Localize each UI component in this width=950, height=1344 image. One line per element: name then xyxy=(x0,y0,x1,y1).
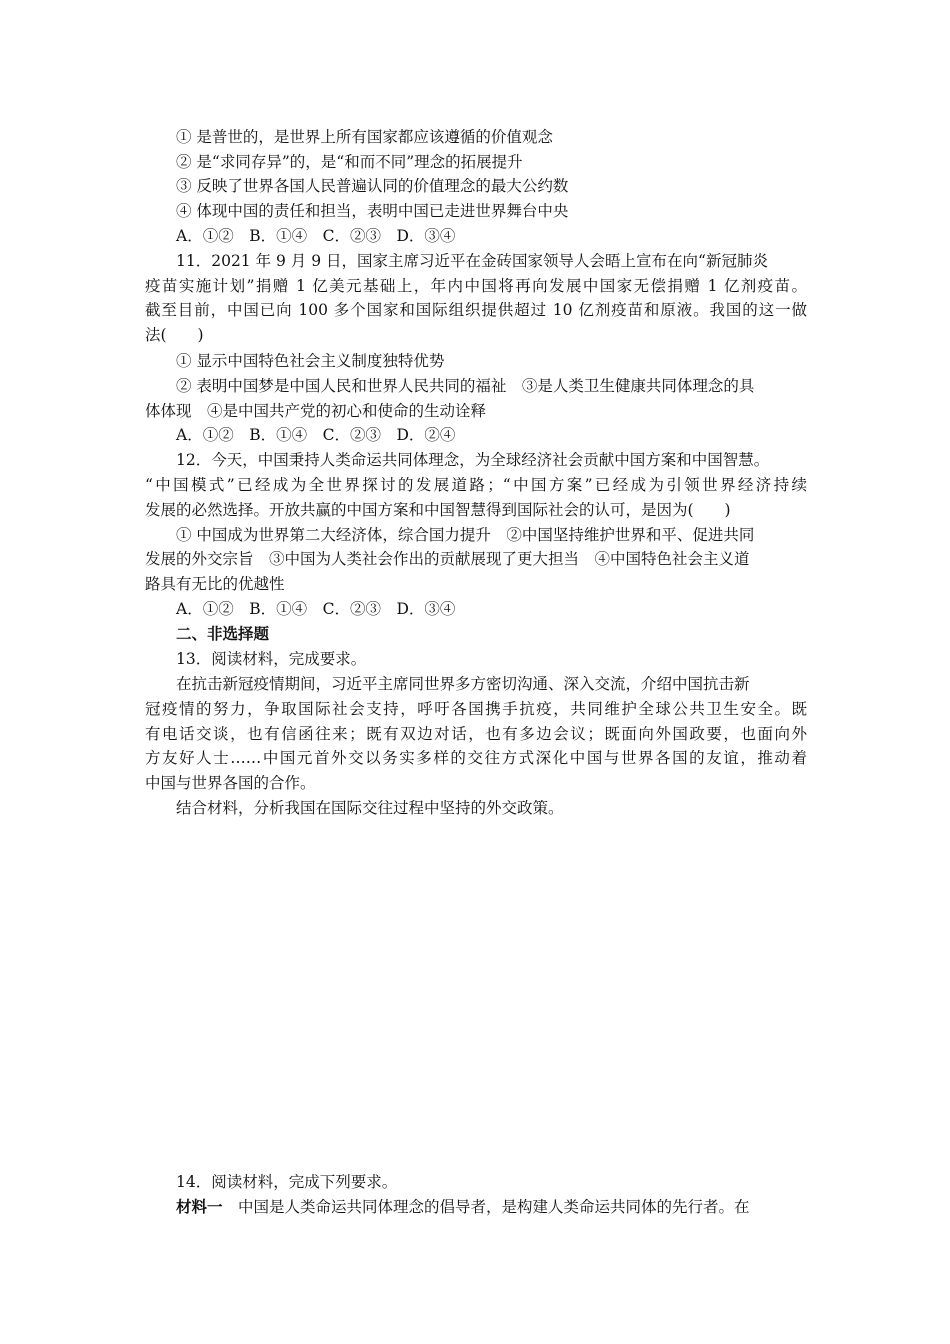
q11-answer-choices: A．①② B．①④ C．②③ D．②④ xyxy=(176,426,456,444)
q12-answer-choices: A．①② B．①④ C．②③ D．③④ xyxy=(176,600,456,618)
q13-material-line-2: 冠疫情的努力，争取国际社会支持，呼吁各国携手抗疫，共同维护全球公共卫生安全。既 xyxy=(145,700,807,718)
q13-material-line-5: 中国与世界各国的合作。 xyxy=(145,774,316,792)
q11-stem-line-1: 11．2021 年 9 月 9 日，国家主席习近平在金砖国家领导人会晤上宣布在向“新冠肺炎 xyxy=(176,252,768,270)
q13-stem: 13．阅读材料，完成要求。 xyxy=(176,650,367,668)
q14-material-line-1 xyxy=(176,1196,750,1218)
q11-option-line-2: ② 表明中国梦是中国人民和世界人民共同的福祉 ③是人类卫生健康共同体理念的具 xyxy=(176,377,755,395)
q10-option-1: ① 是普世的，是世界上所有国家都应该遵循的价值观念 xyxy=(176,128,553,146)
q10-answer-choices: A．①② B．①④ C．②③ D．③④ xyxy=(176,227,456,245)
q13-material-line-3: 有电话交谈，也有信函往来；既有双边对话，也有多边会议；既面向外国政要，也面向外 xyxy=(145,725,807,743)
q14-material-text: 中国是人类命运共同体理念的倡导者，是构建人类命运共同体的先行者。在 xyxy=(222,1198,750,1216)
q14-stem: 14．阅读材料，完成下列要求。 xyxy=(176,1173,398,1191)
q12-option-line-3: 路具有无比的优越性 xyxy=(145,575,285,593)
q14-material-label: 材料一 xyxy=(176,1197,223,1216)
q10-option-3: ③ 反映了世界各国人民普遍认同的价值理念的最大公约数 xyxy=(176,177,569,195)
q10-option-2: ② 是“求同存异”的，是“和而不同”理念的拓展提升 xyxy=(176,153,523,171)
q13-material-line-1: 在抗击新冠疫情期间，习近平主席同世界多方密切沟通、深入交流，介绍中国抗击新 xyxy=(176,675,750,693)
q11-stem-line-3: 截至目前，中国已向 100 多个国家和国际组织提供超过 10 亿剂疫苗和原液。我国的这一做 xyxy=(145,301,807,319)
q12-option-line-1: ① 中国成为世界第二大经济体，综合国力提升 ②中国坚持维护世界和平、促进共同 xyxy=(176,526,755,544)
q10-option-4: ④ 体现中国的责任和担当，表明中国已走进世界舞台中央 xyxy=(176,202,569,220)
q12-stem-line-1: 12．今天，中国秉持人类命运共同体理念，为全球经济社会贡献中国方案和中国智慧。 xyxy=(176,451,770,469)
q13-requirement: 结合材料，分析我国在国际交往过程中坚持的外交政策。 xyxy=(176,799,564,817)
q13-material-line-4: 方友好人士……中国元首外交以务实多样的交往方式深化中国与世界各国的友谊，推动着 xyxy=(145,749,807,767)
q12-stem-line-2: “中国模式”已经成为全世界探讨的发展道路；“中国方案”已经成为引领世界经济持续 xyxy=(145,476,807,494)
q12-stem-line-3: 发展的必然选择。开放共赢的中国方案和中国智慧得到国际社会的认可，是因为( ) xyxy=(145,501,731,519)
q12-option-line-2: 发展的外交宗旨 ③中国为人类社会作出的贡献展现了更大担当 ④中国特色社会主义道 xyxy=(145,550,750,568)
q11-option-line-3: 体体现 ④是中国共产党的初心和使命的生动诠释 xyxy=(145,402,487,420)
q11-stem-line-4: 法( ) xyxy=(145,326,204,344)
q11-stem-line-2: 疫苗实施计划”捐赠 1 亿美元基础上，年内中国将再向发展中国家无偿捐赠 1 亿剂疫苗。 xyxy=(145,277,807,295)
q11-option-line-1: ① 显示中国特色社会主义制度独特优势 xyxy=(176,352,445,370)
section-title: 二、非选择题 xyxy=(176,624,270,643)
